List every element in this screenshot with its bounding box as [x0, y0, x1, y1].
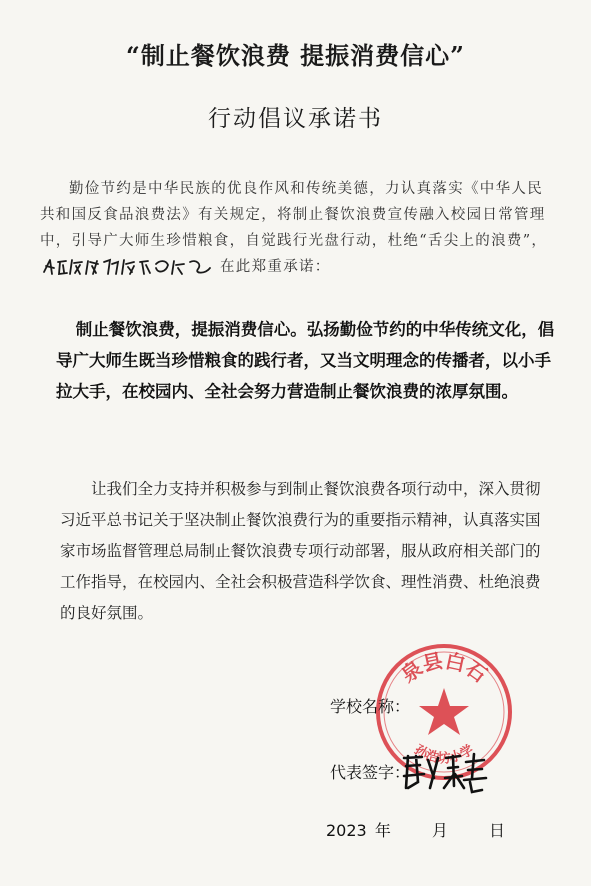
intro-text-end: 在此郑重承诺：: [220, 259, 331, 275]
representative-signature: [398, 748, 490, 796]
seal-text-top: 泉县白石: [396, 648, 492, 688]
paragraph-action: 让我们全力支持并积极参与到制止餐饮浪费各项行动中，深入贯彻习近平总书记关于坚决制止餐饮浪费行为的重要指示精神，认真落实国家市场监督管理总局制止餐饮浪费专项行动部署，服从政府相关部门的工作指导，在校园内、全社会积极营造科学饮食、理性消费、杜绝浪费的良好氛围。: [60, 480, 541, 622]
intro-text: 勤俭节约是中华民族的优良作风和传统美德，力认真落实《中华人民共和国反食品浪费法》有关规定，将制止餐饮浪费宣传融入校园日常管理中，引导广大师生珍惜粮食，自觉践行光盘行动，杜绝“舌尖上的浪费”，: [40, 181, 548, 249]
paragraph-commitment: 制止餐饮浪费，提振消费信心。弘扬勤俭节约的中华传统文化，倡导广大师生既当珍惜粮食的践行者，又当文明理念的传播者，以小手拉大手，在校园内、全社会努力营造制止餐饮浪费的浓厚氛围。: [56, 320, 555, 401]
date-month-unit: 月: [431, 821, 448, 840]
date-line: [326, 818, 505, 841]
school-name-label: 学校名称：: [330, 697, 411, 716]
document-title: “制止餐饮浪费 提振消费信心”: [126, 41, 465, 70]
handwritten-school-name: [40, 256, 220, 278]
date-day-unit: 日: [489, 821, 506, 840]
seal-star-icon: [419, 688, 469, 735]
document-subtitle: 行动倡议承诺书: [208, 106, 383, 132]
seal-text-bottom: 孙浩坊小学: [411, 742, 477, 767]
date-year-unit: 年: [374, 821, 391, 840]
representative-label: 代表签字：: [330, 763, 411, 782]
paragraph-intro: [40, 176, 552, 280]
date-year: 2023: [326, 821, 367, 840]
